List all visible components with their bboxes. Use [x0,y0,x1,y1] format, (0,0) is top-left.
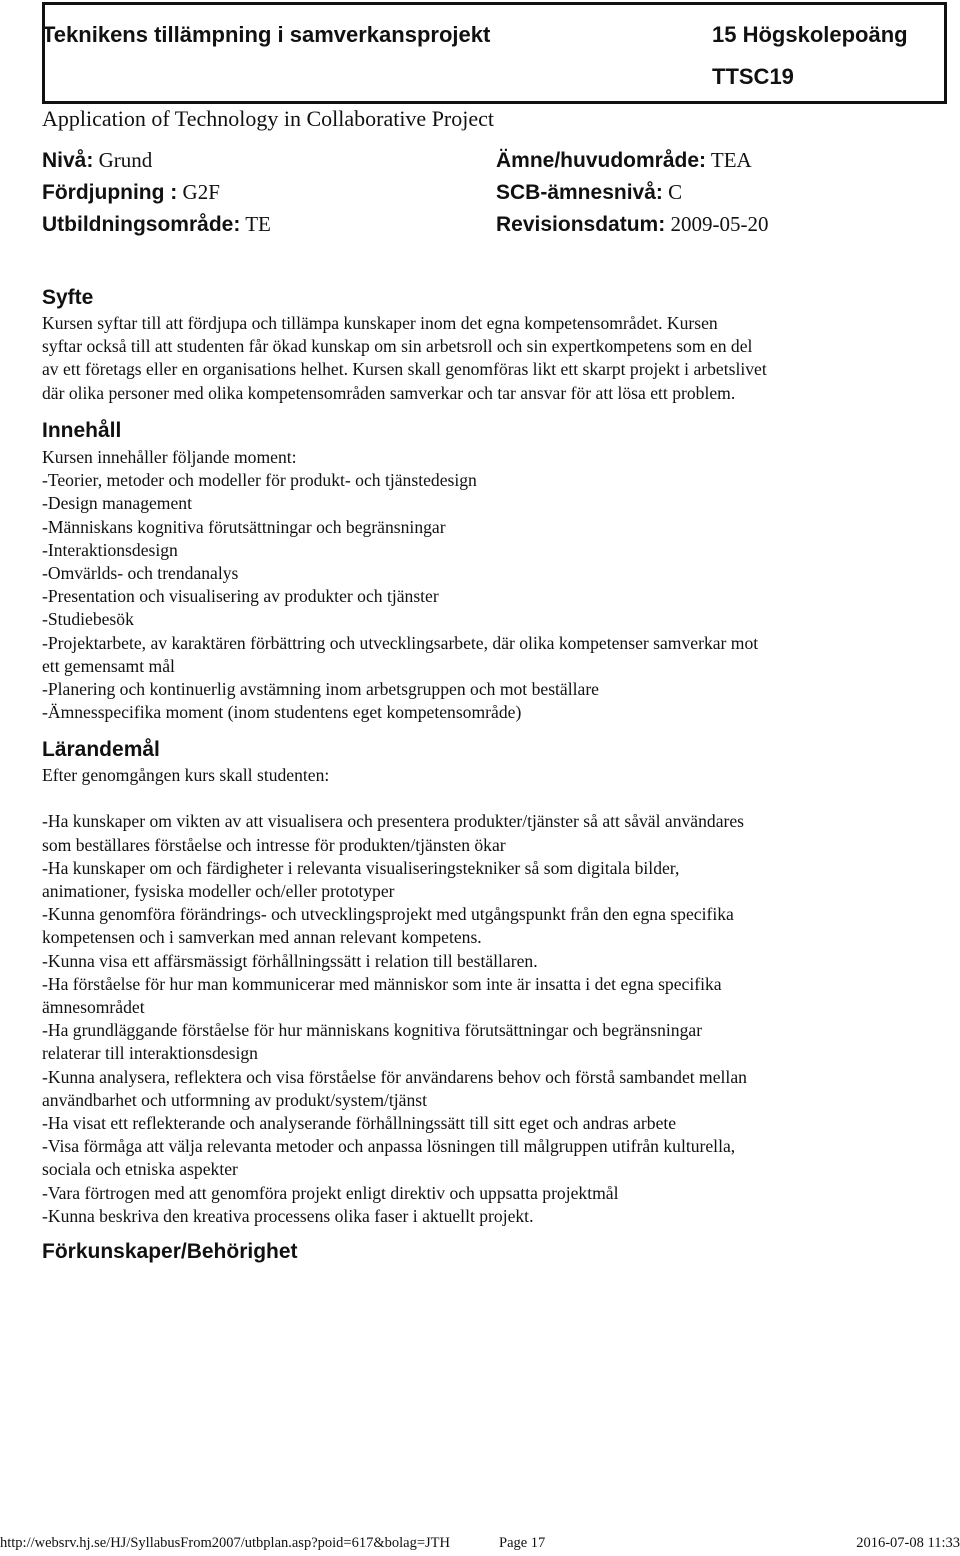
content-item: -Studiebesök [42,609,134,630]
content-list [42,446,952,724]
content-item: -Ämnesspecifika moment (inom studentens eget kompetensområde) [42,702,522,723]
meta-subject-value: TEA [710,148,752,172]
footer-url[interactable]: http://websrv.hj.se/HJ/SyllabusFrom2007/utbplan.asp?poid=617&bolag=JTH [0,1535,450,1551]
purpose-line: Kursen syftar till att fördjupa och tillämpa kunskaper inom det egna kompetensområdet. Kursen [42,313,718,333]
meta-subject-label: Ämne/huvudområde: [496,149,707,172]
meta-area-label: Utbildningsområde: [42,213,241,236]
content-item: -Presentation och visualisering av produkter och tjänster [42,586,439,607]
outcome-item: -Kunna visa ett affärsmässigt förhållningssätt i relation till beställaren. [42,950,538,971]
purpose-line: syftar också till att studenten får ökad kunskap om sin arbetsroll och sin expertkompetens som en del [42,336,753,357]
content-item: -Teorier, metoder och modeller för produkt- och tjänstedesign [42,470,477,491]
meta-revision-value: 2009-05-20 [670,212,769,236]
footer-timestamp: 2016-07-08 11:33 [856,1535,960,1551]
footer-page-number: Page 17 [499,1535,546,1551]
outcome-item: -Ha visat ett reflekterande och analyserande förhållningssätt till sitt eget och andras arbete [42,1113,677,1134]
english-title: Application of Technology in Collaborative Project [42,106,495,131]
meta-level-value: Grund [98,148,153,172]
outcomes-intro: Efter genomgången kurs skall studenten: [42,765,330,785]
outcome-item: -Kunna genomföra förändrings- och utvecklingsprojekt med utgångspunkt från den egna specifika [42,904,734,925]
content-heading: Innehåll [42,419,122,442]
course-code: TTSC19 [712,64,794,89]
content-item: -Omvärlds- och trendanalys [42,563,239,584]
outcome-item: -Kunna beskriva den kreativa processens olika faser i aktuellt projekt. [42,1205,534,1226]
content-item: Kursen innehåller följande moment: [42,447,297,467]
prerequisites-heading: Förkunskaper/Behörighet [42,1240,298,1263]
content-item: -Interaktionsdesign [42,539,178,560]
meta-depth-label: Fördjupning : [42,181,178,204]
outcome-item: -Vara förtrogen med att genomföra projekt enligt direktiv och uppsatta projektmål [42,1182,619,1203]
meta-level-label: Nivå: [42,149,94,172]
outcome-item: animationer, fysiska modeller och/eller prototyper [42,881,395,901]
outcomes-heading: Lärandemål [42,738,160,761]
outcome-item: kompetensen och i samverkan med annan relevant kompetens. [42,927,482,948]
content-item: -Människans kognitiva förutsättningar och begränsningar [42,516,446,537]
course-title: Teknikens tillämpning i samverkansprojekt [42,22,491,47]
content-item: ett gemensamt mål [42,655,175,676]
meta-subject [496,148,752,173]
content-item: -Design management [42,493,192,514]
outcome-item: -Ha kunskaper om och färdigheter i relevanta visualiseringstekniker så som digitala bilder, [42,857,680,878]
outcome-item: -Kunna analysera, reflektera och visa förståelse för användarens behov och förstå sambandet mellan [42,1066,747,1087]
purpose-line: av ett företags eller en organisations helhet. Kursen skall genomföras likt ett skarpt projekt i arbetslivet [42,359,767,380]
outcome-item: -Ha förståelse för hur man kommunicerar med människor som inte är insatta i det egna specifika [42,973,722,994]
course-credits: 15 Högskolepoäng [712,22,908,47]
outcome-item: -Visa förmåga att välja relevanta metoder och anpassa lösningen till målgruppen utifrån kulturella, [42,1136,736,1157]
meta-level [42,148,152,173]
meta-area [42,212,271,237]
outcome-item: sociala och etniska aspekter [42,1159,238,1180]
outcome-item: ämnesområdet [42,997,145,1018]
blank-line [42,787,952,810]
purpose-line: där olika personer med olika kompetensområden samverkar och tar ansvar för att lösa ett problem. [42,382,736,403]
meta-depth [42,180,220,205]
outcomes-list [42,764,952,1228]
outcome-item: -Ha grundläggande förståelse för hur människans kognitiva förutsättningar och begränsningar [42,1020,703,1041]
meta-revision [496,212,768,237]
meta-scb-label: SCB-ämnesnivå: [496,181,663,204]
outcome-item: som beställares förståelse och intresse för produkten/tjänsten ökar [42,834,506,855]
outcome-item: användbarhet och utformning av produkt/system/tjänst [42,1089,428,1110]
meta-scb-value: C [668,180,683,204]
meta-revision-label: Revisionsdatum: [496,213,666,236]
purpose-text [42,312,952,405]
meta-depth-value: G2F [182,180,220,204]
outcome-item: -Ha kunskaper om vikten av att visualisera och presentera produkter/tjänster så att såväl användares [42,811,745,832]
meta-area-value: TE [245,212,271,236]
outcome-item: relaterar till interaktionsdesign [42,1043,258,1064]
purpose-heading: Syfte [42,286,94,309]
content-item: -Planering och kontinuerlig avstämning inom arbetsgruppen och mot beställare [42,679,599,700]
header-box [42,2,947,104]
meta-scb [496,180,682,205]
content-item: -Projektarbete, av karaktären förbättring och utvecklingsarbete, där olika kompetenser samverkar mot [42,632,759,653]
